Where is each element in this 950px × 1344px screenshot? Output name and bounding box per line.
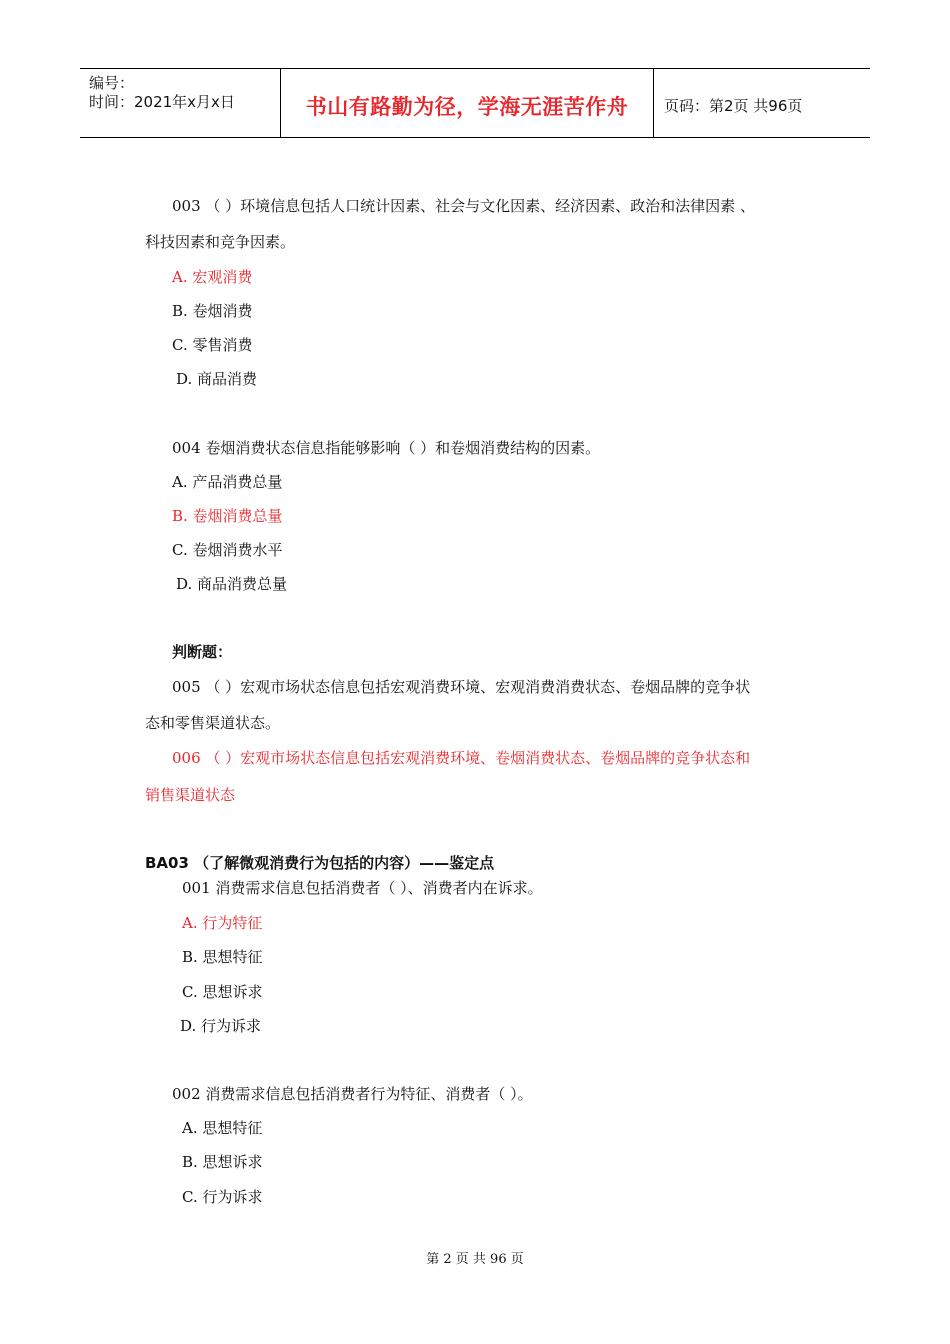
serial-label: 编号： <box>89 74 135 92</box>
question-004-option-d: D. 商品消费总量 <box>176 575 288 593</box>
page-header <box>80 68 870 138</box>
question-006-stem-line1: 006 （ ）宏观市场状态信息包括宏观消费环境、卷烟消费状态、卷烟品牌的竞争状态和 <box>172 749 751 767</box>
question-003-option-b: B. 卷烟消费 <box>172 302 253 320</box>
question-ba03-001-stem: 001 消费需求信息包括消费者（ ）、消费者内在诉求。 <box>182 879 543 897</box>
header-right-cell <box>654 69 870 137</box>
question-ba03-001-option-d: D. 行为诉求 <box>180 1017 262 1035</box>
header-left-cell <box>80 69 281 137</box>
header-page-info: 页码：第2页 共96页 <box>664 97 803 115</box>
question-003-option-a: A. 宏观消费 <box>172 268 253 286</box>
page-footer: 第 2 页 共 96 页 <box>426 1252 524 1267</box>
question-003-stem-line1: 003 （ ）环境信息包括人口统计因素、社会与文化因素、经济因素、政治和法律因素 、 <box>172 197 755 215</box>
question-003-option-d: D. 商品消费 <box>176 370 258 388</box>
question-ba03-001-option-b: B. 思想特征 <box>182 948 263 966</box>
question-ba03-001-option-a: A. 行为特征 <box>182 914 263 932</box>
section-heading-judgment: 判断题： <box>172 643 233 661</box>
question-005-stem-line2: 态和零售渠道状态。 <box>145 714 281 732</box>
question-ba03-002-stem: 002 消费需求信息包括消费者行为特征、消费者（ ）。 <box>172 1085 533 1103</box>
question-004-option-a: A. 产品消费总量 <box>172 473 283 491</box>
question-003-stem-line2: 科技因素和竞争因素。 <box>145 233 296 251</box>
header-motto: 书山有路勤为径，学海无涯苦作舟 <box>305 95 629 119</box>
question-004-stem: 004 卷烟消费状态信息指能够影响（ ）和卷烟消费结构的因素。 <box>172 439 601 457</box>
question-005-stem-line1: 005 （ ）宏观市场状态信息包括宏观消费环境、宏观消费消费状态、卷烟品牌的竞争状 <box>172 678 751 696</box>
question-ba03-002-option-a: A. 思想特征 <box>182 1119 263 1137</box>
question-ba03-001-option-c: C. 思想诉求 <box>182 983 263 1001</box>
question-004-option-b: B. 卷烟消费总量 <box>172 507 283 525</box>
question-ba03-002-option-b: B. 思想诉求 <box>182 1153 263 1171</box>
question-004-option-c: C. 卷烟消费水平 <box>172 541 283 559</box>
question-003-option-c: C. 零售消费 <box>172 336 253 354</box>
header-middle-cell <box>281 69 654 137</box>
question-ba03-002-option-c: C. 行为诉求 <box>182 1188 263 1206</box>
section-heading-ba03: BA03 （了解微观消费行为包括的内容）——鉴定点 <box>145 854 495 872</box>
time-label: 时间：2021年x月x日 <box>89 93 235 111</box>
question-006-stem-line2: 销售渠道状态 <box>145 786 236 804</box>
